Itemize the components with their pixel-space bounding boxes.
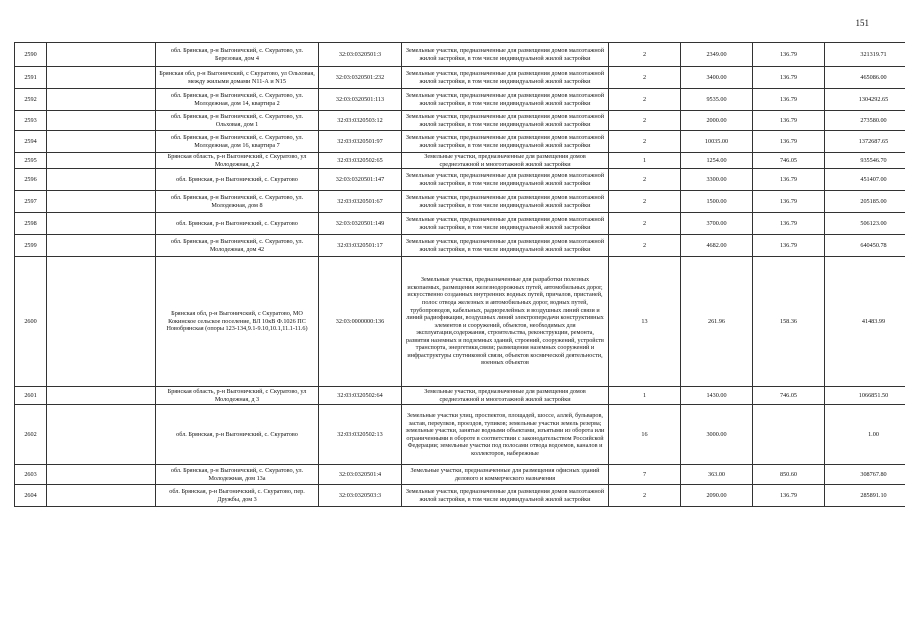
permitted-use-cell: Земельные участки, предназначенные для размещения домов малоэтажной жилой застройки, в том числе индивидуальной жилой застройки [402, 191, 609, 213]
category-cell: 16 [609, 405, 681, 465]
permitted-use-cell: Земельные участки, предназначенные для размещения домов малоэтажной жилой застройки, в том числе индивидуальной жилой застройки [402, 169, 609, 191]
row-number: 2603 [15, 465, 47, 485]
permitted-use-cell: Земельные участки, предназначенные для размещения домов среднеэтажной и многоэтажной жилой застройки [402, 387, 609, 405]
unit-price-cell: 158.36 [753, 257, 825, 387]
table-body [15, 43, 905, 507]
address-cell: обл. Брянская, р-н Выгоничский, с. Скуратово, ул. Молодежная, дом 8 [156, 191, 319, 213]
category-cell: 1 [609, 387, 681, 405]
area-cell: 3300.00 [681, 169, 753, 191]
cadastral-value-cell: 506123.00 [825, 213, 905, 235]
category-cell: 2 [609, 67, 681, 89]
cadastral-value-cell: 640450.78 [825, 235, 905, 257]
table-row [15, 485, 905, 507]
row-number: 2598 [15, 213, 47, 235]
table-row [15, 169, 905, 191]
row-number: 2591 [15, 67, 47, 89]
empty-cell [47, 67, 156, 89]
table-row [15, 111, 905, 131]
permitted-use-cell: Земельные участки, предназначенные для разработки полезных ископаемых, размещения железнодорожных путей, автомобильных дорог, искусственно созданных внутренних водных путей, причалов, пристаней, полос отвода железных и автомобильных дорог, водных путей, трубопроводов, кабельных, радиорелейных и воздушных линий связи и линий радиофикации, воздушных линий электропередачи конструктивных элементов и сооружений, объектов, необходимых для эксплуатации,содержания, строительства, реконструкции, ремонта, развития наземных и подземных зданий, строений, сооружений, устройств транспорта, энергетики,связи; размещения наземных сооружений и инфраструктуры спутниковой связи, объектов космической деятельности, военных объектов [402, 257, 609, 387]
category-cell: 2 [609, 169, 681, 191]
unit-price-cell: 136.79 [753, 235, 825, 257]
empty-cell [47, 235, 156, 257]
row-number: 2599 [15, 235, 47, 257]
empty-cell [47, 111, 156, 131]
cadastral-value-cell: 41483.99 [825, 257, 905, 387]
unit-price-cell: 136.79 [753, 67, 825, 89]
row-number: 2596 [15, 169, 47, 191]
cadastral-value-cell: 308767.80 [825, 465, 905, 485]
area-cell: 4682.00 [681, 235, 753, 257]
category-cell: 7 [609, 465, 681, 485]
table-row [15, 67, 905, 89]
cadastral-number-cell: 32:03:0320501:17 [319, 235, 402, 257]
permitted-use-cell: Земельные участки, предназначенные для размещения домов малоэтажной жилой застройки, в том числе индивидуальной жилой застройки [402, 235, 609, 257]
cadastral-number-cell: 32:03:0320501:3 [319, 43, 402, 67]
permitted-use-cell: Земельные участки, предназначенные для размещения домов малоэтажной жилой застройки, в том числе индивидуальной жилой застройки [402, 111, 609, 131]
address-cell: обл. Брянская, р-н Выгоничский, с. Скуратово [156, 169, 319, 191]
address-cell: обл. Брянская, р-н Выгоничский, с. Скуратово [156, 405, 319, 465]
area-cell: 3000.00 [681, 405, 753, 465]
cadastral-value-cell: 1066851.50 [825, 387, 905, 405]
cadastral-value-cell: 1372687.65 [825, 131, 905, 153]
cadastral-number-cell: 32:03:0320501:113 [319, 89, 402, 111]
unit-price-cell: 136.79 [753, 213, 825, 235]
unit-price-cell: 746.05 [753, 387, 825, 405]
permitted-use-cell: Земельные участки, предназначенные для размещения домов малоэтажной жилой застройки, в том числе индивидуальной жилой застройки [402, 213, 609, 235]
table-row [15, 131, 905, 153]
row-number: 2590 [15, 43, 47, 67]
cadastral-value-cell: 1304292.65 [825, 89, 905, 111]
table-row [15, 235, 905, 257]
empty-cell [47, 485, 156, 507]
cadastral-number-cell: 32:03:0320502:65 [319, 153, 402, 169]
empty-cell [47, 465, 156, 485]
unit-price-cell: 136.79 [753, 191, 825, 213]
address-cell: обл. Брянская, р-н Выгоничский, с. Скуратово, ул. Молодежная, дом 42 [156, 235, 319, 257]
land-registry-table [14, 42, 905, 507]
category-cell: 2 [609, 191, 681, 213]
table-row [15, 153, 905, 169]
empty-cell [47, 89, 156, 111]
address-cell: Брянская обл, р-н Выгоничский, с Скуратово, ул Ольховая, между жилыми домами N11-А и N15 [156, 67, 319, 89]
row-number: 2597 [15, 191, 47, 213]
empty-cell [47, 131, 156, 153]
row-number: 2592 [15, 89, 47, 111]
empty-cell [47, 43, 156, 67]
cadastral-number-cell: 32:03:0320501:232 [319, 67, 402, 89]
table-row [15, 465, 905, 485]
unit-price-cell: 746.05 [753, 153, 825, 169]
category-cell: 1 [609, 153, 681, 169]
empty-cell [47, 213, 156, 235]
area-cell: 1254.00 [681, 153, 753, 169]
cadastral-value-cell: 1.00 [825, 405, 905, 465]
permitted-use-cell: Земельные участки, предназначенные для размещения домов малоэтажной жилой застройки, в том числе индивидуальной жилой застройки [402, 67, 609, 89]
unit-price-cell: 136.79 [753, 89, 825, 111]
permitted-use-cell: Земельные участки, предназначенные для размещения офисных зданий делового и коммерческого назначения [402, 465, 609, 485]
empty-cell [47, 153, 156, 169]
category-cell: 2 [609, 235, 681, 257]
unit-price-cell: 136.79 [753, 485, 825, 507]
row-number: 2602 [15, 405, 47, 465]
cadastral-number-cell: 32:03:0320501:149 [319, 213, 402, 235]
permitted-use-cell: Земельные участки, предназначенные для размещения домов малоэтажной жилой застройки, в том числе индивидуальной жилой застройки [402, 43, 609, 67]
unit-price-cell: 136.79 [753, 111, 825, 131]
empty-cell [47, 257, 156, 387]
area-cell: 10035.00 [681, 131, 753, 153]
address-cell: обл. Брянская, р-н Выгоничский, с. Скуратово, ул. Молодежная, дом 14, квартира 2 [156, 89, 319, 111]
category-cell: 2 [609, 485, 681, 507]
area-cell: 3400.00 [681, 67, 753, 89]
empty-cell [47, 405, 156, 465]
address-cell: обл. Брянская, р-н Выгоничский, с. Скуратово, ул. Молодежная, дом 16, квартира 7 [156, 131, 319, 153]
category-cell: 13 [609, 257, 681, 387]
permitted-use-cell: Земельные участки, предназначенные для размещения домов малоэтажной жилой застройки, в том числе индивидуальной жилой застройки [402, 89, 609, 111]
address-cell: Брянская область, р-н Выгоничский, с Скуратово, ул Молодежная, д 2 [156, 153, 319, 169]
cadastral-number-cell: 32:03:0000000:136 [319, 257, 402, 387]
cadastral-number-cell: 32:03:0320503:3 [319, 485, 402, 507]
cadastral-number-cell: 32:03:0320501:147 [319, 169, 402, 191]
address-cell: обл. Брянская, р-н Выгоничский, с. Скуратово, ул. Молодежная, дом 13а [156, 465, 319, 485]
table-row [15, 89, 905, 111]
empty-cell [47, 387, 156, 405]
empty-cell [47, 169, 156, 191]
table-row [15, 191, 905, 213]
cadastral-number-cell: 32:03:0320502:64 [319, 387, 402, 405]
row-number: 2601 [15, 387, 47, 405]
address-cell: обл. Брянская, р-н Выгоничский, с. Скуратово, пер. Дружбы, дом 3 [156, 485, 319, 507]
address-cell: Брянская обл, р-н Выгоничский, с Скуратово, МО Кокинское сельское поселение, ВЛ 10кВ Ф.1026 ПС Новобрянская (опоры 123-134,9.1-9.10,10.1,11.1-11.6) [156, 257, 319, 387]
row-number: 2600 [15, 257, 47, 387]
cadastral-value-cell: 935546.70 [825, 153, 905, 169]
cadastral-number-cell: 32:03:0320502:13 [319, 405, 402, 465]
cadastral-value-cell: 465086.00 [825, 67, 905, 89]
cadastral-number-cell: 32:03:0320501:67 [319, 191, 402, 213]
category-cell: 2 [609, 213, 681, 235]
area-cell: 2090.00 [681, 485, 753, 507]
row-number: 2595 [15, 153, 47, 169]
row-number: 2594 [15, 131, 47, 153]
area-cell: 261.96 [681, 257, 753, 387]
permitted-use-cell: Земельные участки, предназначенные для размещения домов малоэтажной жилой застройки, в том числе индивидуальной жилой застройки [402, 131, 609, 153]
table-row [15, 43, 905, 67]
address-cell: обл. Брянская, р-н Выгоничский, с. Скуратово, ул. Ольховая, дом 1 [156, 111, 319, 131]
table-row [15, 257, 905, 387]
area-cell: 1500.00 [681, 191, 753, 213]
cadastral-number-cell: 32:03:0320501:97 [319, 131, 402, 153]
unit-price-cell: 136.79 [753, 169, 825, 191]
table-row [15, 405, 905, 465]
row-number: 2593 [15, 111, 47, 131]
category-cell: 2 [609, 111, 681, 131]
area-cell: 1430.00 [681, 387, 753, 405]
cadastral-value-cell: 321319.71 [825, 43, 905, 67]
permitted-use-cell: Земельные участки улиц, проспектов, площадей, шоссе, аллей, бульваров, застав, переулков, проездов, тупиков; земельные участки земель резерва; земельные участки, занятые водными объектами, изъятыми из оборота или ограниченными в обороте в соответствии с законодательством Российской Федерации; земельные участки под полосами отвода водоемов, каналов и коллекторов, набережные [402, 405, 609, 465]
area-cell: 363.00 [681, 465, 753, 485]
unit-price-cell: 136.79 [753, 43, 825, 67]
page-number: 151 [855, 18, 869, 28]
area-cell: 9535.00 [681, 89, 753, 111]
area-cell: 2349.00 [681, 43, 753, 67]
area-cell: 2000.00 [681, 111, 753, 131]
cadastral-value-cell: 451407.00 [825, 169, 905, 191]
permitted-use-cell: Земельные участки, предназначенные для размещения домов малоэтажной жилой застройки, в том числе индивидуальной жилой застройки [402, 485, 609, 507]
address-cell: обл. Брянская, р-н Выгоничский, с. Скуратово, ул. Березовая, дом 4 [156, 43, 319, 67]
permitted-use-cell: Земельные участки, предназначенные для размещения домов среднеэтажной и многоэтажной жилой застройки [402, 153, 609, 169]
category-cell: 2 [609, 43, 681, 67]
category-cell: 2 [609, 89, 681, 111]
empty-cell [47, 191, 156, 213]
cadastral-value-cell: 205185.00 [825, 191, 905, 213]
row-number: 2604 [15, 485, 47, 507]
table-row [15, 387, 905, 405]
cadastral-number-cell: 32:03:0320501:4 [319, 465, 402, 485]
address-cell: Брянская область, р-н Выгоничский, с Скуратово, ул Молодежная, д 3 [156, 387, 319, 405]
unit-price-cell [753, 405, 825, 465]
cadastral-number-cell: 32:03:0320503:12 [319, 111, 402, 131]
address-cell: обл. Брянская, р-н Выгоничский, с. Скуратово [156, 213, 319, 235]
area-cell: 3700.00 [681, 213, 753, 235]
table-row [15, 213, 905, 235]
cadastral-value-cell: 285891.10 [825, 485, 905, 507]
unit-price-cell: 850.60 [753, 465, 825, 485]
category-cell: 2 [609, 131, 681, 153]
unit-price-cell: 136.79 [753, 131, 825, 153]
cadastral-value-cell: 273580.00 [825, 111, 905, 131]
